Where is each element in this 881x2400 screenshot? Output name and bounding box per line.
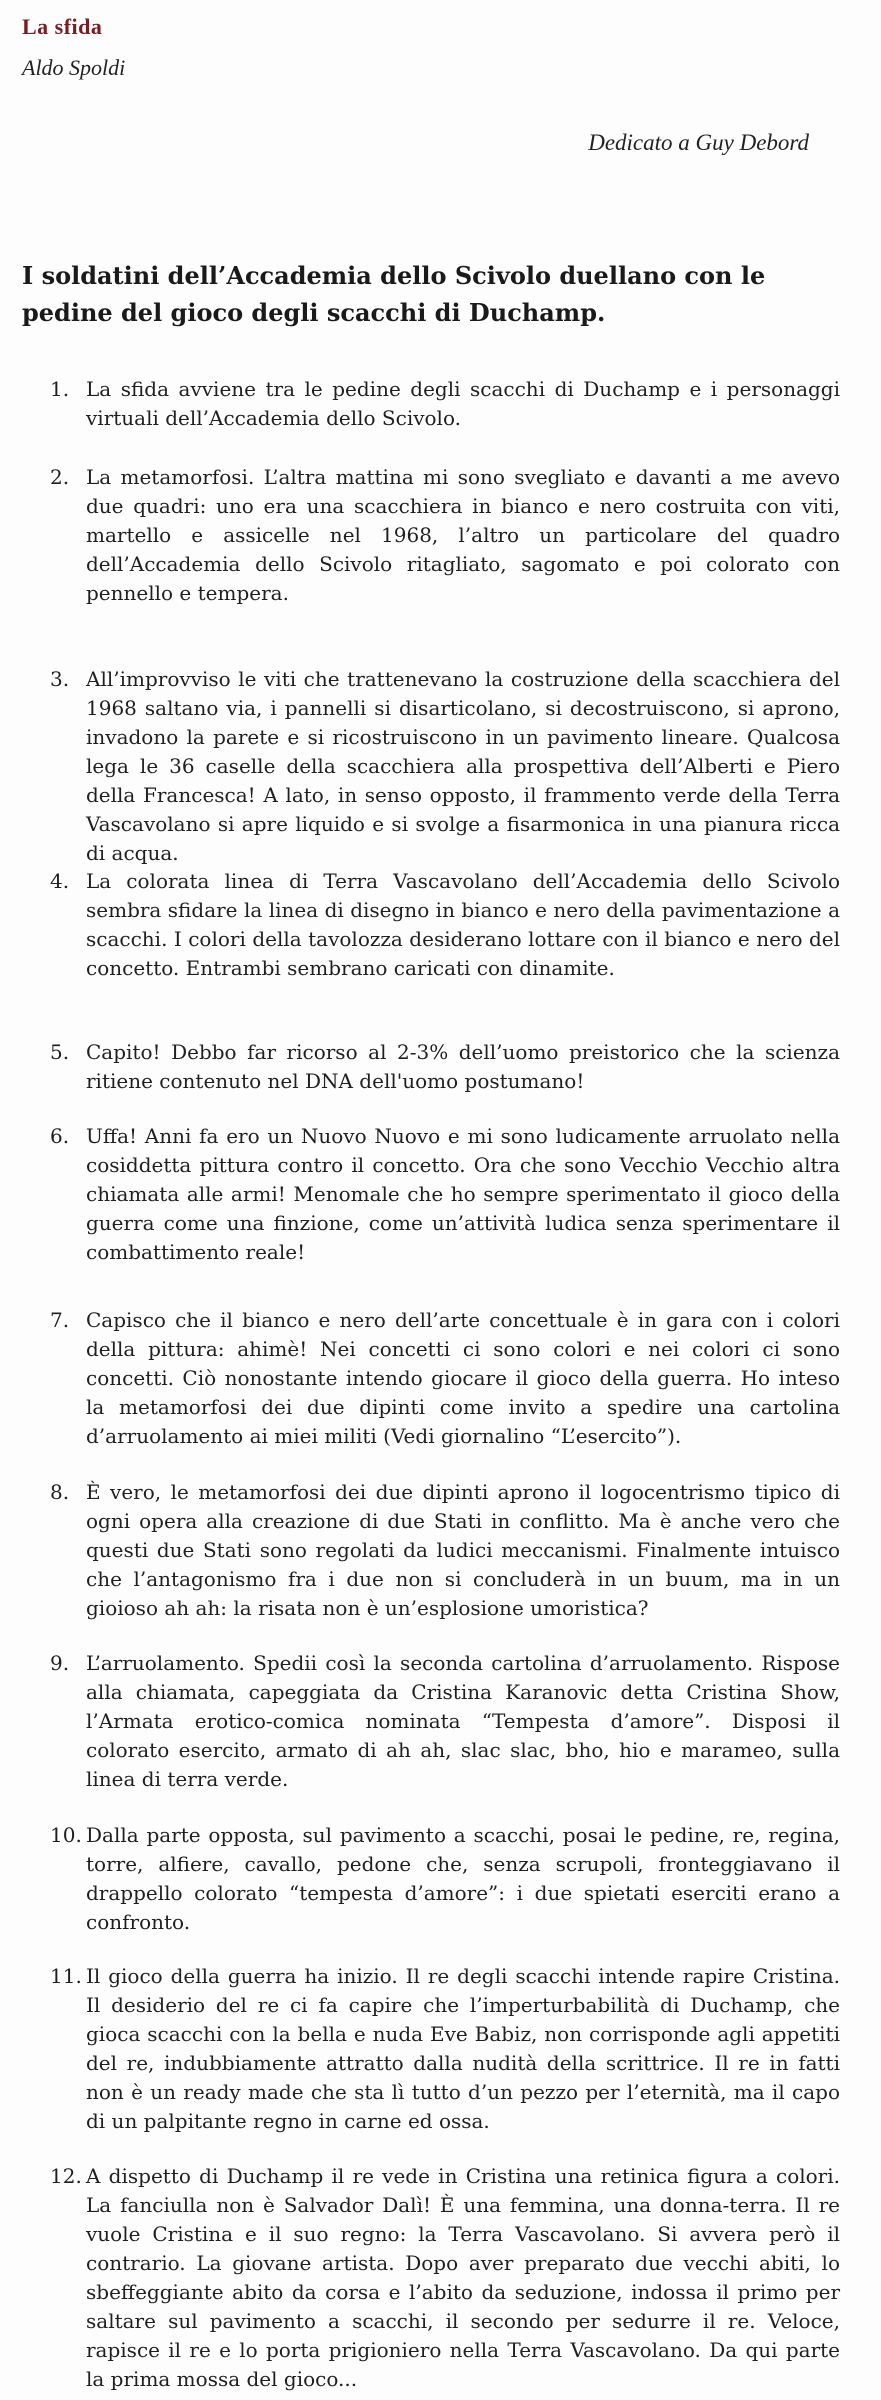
list-item-number: 8. xyxy=(50,1480,70,1504)
list-item-number: 3. xyxy=(50,667,70,691)
list-item-text: Dalla parte opposta, sul pavimento a scacchi, posai le pedine, re, regina, torre, alfiere, cavallo, pedone che, senza scrupoli, fronteggiavano il drappello colorato “tempesta d’amore”: i due spietati eserciti erano a confronto. xyxy=(86,1823,840,1934)
list-item-text: L’arruolamento. Spedii così la seconda cartolina d’arruolamento. Rispose alla chiamata, capeggiata da Cristina Karanovic detta Cristina Show, l’Armata erotico-comica nominata “Tempesta d’amore”. Disposi il colorato esercito, armato di ah ah, slac slac, bho, hio e marameo, sulla linea di terra verde. xyxy=(86,1651,840,1791)
author-name: Aldo Spoldi xyxy=(22,55,126,80)
list-item-text: Capisco che il bianco e nero dell’arte concettuale è in gara con i colori della pittura: ahimè! Nei concetti ci sono colori e nei colori ci sono concetti. Ciò nonostante intendo giocare il gioco della guerra. Ho inteso la metamorfosi dei due dipinti come invito a spedire una cartolina d’arruolamento ai miei militi (Vedi giornalino “L’esercito”). xyxy=(86,1308,840,1448)
list-item-text: A dispetto di Duchamp il re vede in Cristina una retinica figura a colori. La fanciulla non è Salvador Dalì! È una femmina, una donna-terra. Il re vuole Cristina e il suo regno: la Terra Vascavolano. Si avvera però il contrario. La giovane artista. Dopo aver preparato due vecchi abiti, lo sbeffeggiante abito da corsa e l’abito da seduzione, indossa il primo per saltare sul pavimento a scacchi, il secondo per sedurre il re. Veloce, rapisce il re e lo porta prigioniero nella Terra Vascavolano. Da qui parte la prima mossa del gioco... xyxy=(86,2164,840,2391)
document-title: La sfida xyxy=(22,14,103,39)
list-item-number: 10. xyxy=(50,1823,82,1847)
dedication: Dedicato a Guy Debord xyxy=(588,130,809,155)
list-item-number: 1. xyxy=(50,377,70,401)
list-item-number: 4. xyxy=(50,869,70,893)
list-item-text: La metamorfosi. L’altra mattina mi sono svegliato e davanti a me avevo due quadri: uno era una scacchiera in bianco e nero costruita con viti, martello e assicelle nel 1968, l’altro un particolare del quadro dell’Accademia dello Scivolo ritagliato, sagomato e poi colorato con pennello e tempera. xyxy=(86,465,840,605)
list-item-number: 9. xyxy=(50,1651,70,1675)
list-item-number: 2. xyxy=(50,465,70,489)
list-item-number: 6. xyxy=(50,1124,70,1148)
list-item-text: All’improvviso le viti che trattenevano la costruzione della scacchiera del 1968 saltano via, i pannelli si disarticolano, si decostruiscono, si aprono, invadono la parete e si ricostruiscono in un pavimento lineare. Qualcosa lega le 36 caselle della scacchiera alla prospettiva dell’Alberti e Piero della Francesca! A lato, in senso opposto, il frammento verde della Terra Vascavolano si apre liquido e si svolge a fisarmonica in una pianura ricca di acqua. xyxy=(86,667,840,865)
subtitle: I soldatini dell’Accademia dello Scivolo duellano con le pedine del gioco degli scacchi di Duchamp. xyxy=(22,261,766,327)
list-item-number: 7. xyxy=(50,1308,70,1332)
list-item-text: Uffa! Anni fa ero un Nuovo Nuovo e mi sono ludicamente arruolato nella cosiddetta pittura contro il concetto. Ora che sono Vecchio Vecchio altra chiamata alle armi! Menomale che ho sempre sperimentato il gioco della guerra come una finzione, come un’attività ludica senza sperimentare il combattimento reale! xyxy=(86,1124,840,1264)
list-item-text: È vero, le metamorfosi dei due dipinti aprono il logocentrismo tipico di ogni opera alla creazione di due Stati in conflitto. Ma è anche vero che questi due Stati sono regolati da ludici meccanismi. Finalmente intuisco che l’antagonismo fra i due non si concluderà in un buum, ma in un gioioso ah ah: la risata non è un’esplosione umoristica? xyxy=(86,1480,840,1620)
list-item-text: Il gioco della guerra ha inizio. Il re degli scacchi intende rapire Cristina. Il desiderio del re ci fa capire che l’imperturbabilità di Duchamp, che gioca scacchi con la bella e nuda Eve Babiz, non corrisponde agli appetiti del re, indubbiamente attratto dalla nudità della scrittrice. Il re in fatti non è un ready made che sta lì tutto d’un pezzo per l’eternità, ma il capo di un palpitante regno in carne ed ossa. xyxy=(86,1964,840,2133)
list-item-number: 11. xyxy=(50,1964,82,1988)
list-item-number: 5. xyxy=(50,1040,70,1064)
list-item-text: Capito! Debbo far ricorso al 2-3% dell’uomo preistorico che la scienza ritiene contenuto nel DNA dell'uomo postumano! xyxy=(86,1040,840,1093)
list-item-text: La sfida avviene tra le pedine degli scacchi di Duchamp e i personaggi virtuali dell’Accademia dello Scivolo. xyxy=(86,377,840,430)
list-item-number: 12. xyxy=(50,2164,82,2188)
list-item-text: La colorata linea di Terra Vascavolano dell’Accademia dello Scivolo sembra sfidare la linea di disegno in bianco e nero della pavimentazione a scacchi. I colori della tavolozza desiderano lottare con il bianco e nero del concetto. Entrambi sembrano caricati con dinamite. xyxy=(86,869,840,980)
